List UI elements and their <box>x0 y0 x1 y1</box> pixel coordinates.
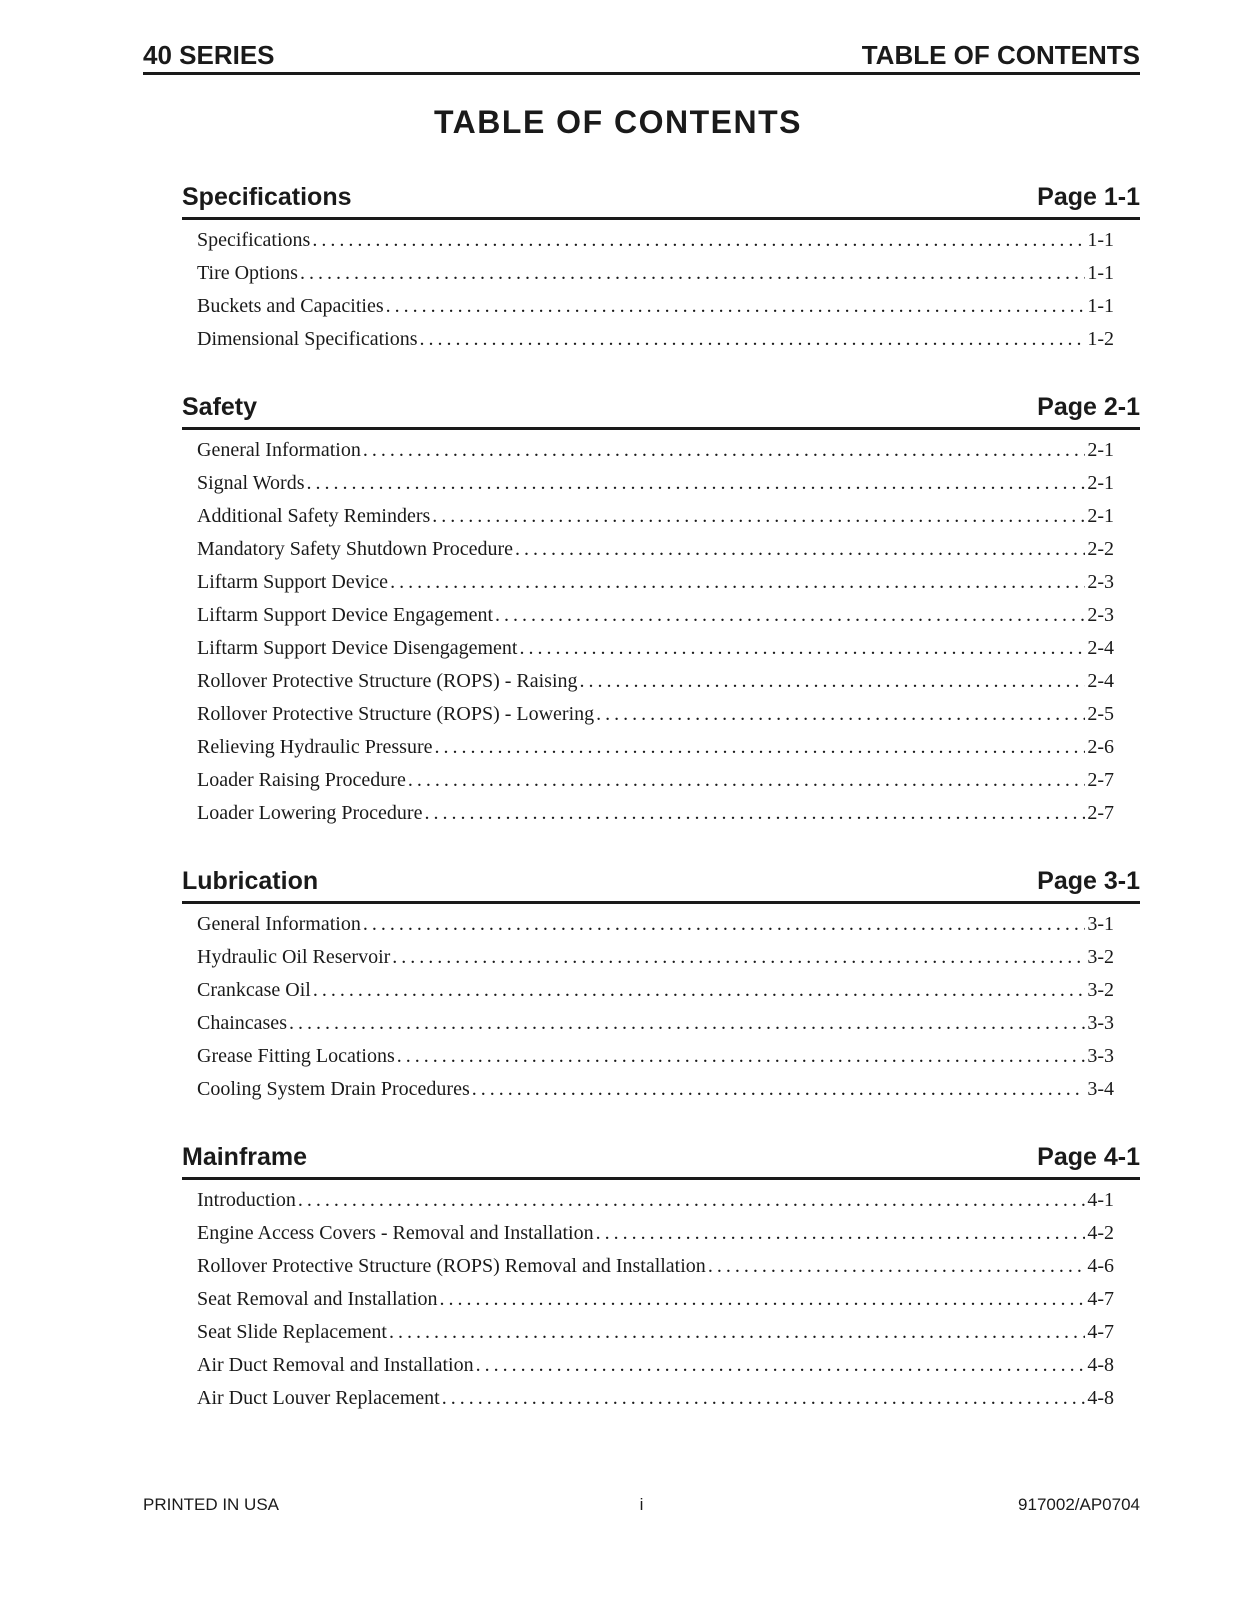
footer-page-number: i <box>639 1495 644 1514</box>
toc-entry-page: 2-3 <box>1087 571 1114 593</box>
toc-entry[interactable] <box>197 262 1114 295</box>
toc-entry-title: Liftarm Support Device Disengagement <box>197 637 518 659</box>
toc-entry-title: Loader Lowering Procedure <box>197 802 423 824</box>
toc-entry-title: Crankcase Oil <box>197 979 311 1001</box>
section-page: Page 1-1 <box>1037 183 1140 211</box>
section-safety <box>182 393 1140 835</box>
toc-entry-title: Grease Fitting Locations <box>197 1045 395 1067</box>
section-name: Specifications <box>182 183 352 211</box>
toc-entry[interactable] <box>197 229 1114 262</box>
series-label: 40 SERIES <box>143 40 275 70</box>
section-heading <box>182 1143 1140 1180</box>
leader-dots <box>432 505 1085 528</box>
toc-entry-title: Chaincases <box>197 1012 287 1034</box>
leader-dots <box>435 736 1086 759</box>
toc-entry-title: Engine Access Covers - Removal and Installation <box>197 1222 594 1244</box>
toc-entry[interactable] <box>197 670 1114 703</box>
leader-dots <box>300 262 1085 285</box>
toc-entry-title: Loader Raising Procedure <box>197 769 406 791</box>
toc-list <box>182 229 1140 361</box>
toc-entry-title: Additional Safety Reminders <box>197 505 431 527</box>
section-specifications <box>182 183 1140 361</box>
leader-dots <box>519 637 1085 660</box>
leader-dots <box>312 229 1085 252</box>
toc-entry-page: 2-7 <box>1087 769 1114 791</box>
toc-entry-title: Rollover Protective Structure (ROPS) - Lowering <box>197 703 595 725</box>
toc-entry[interactable] <box>197 802 1114 835</box>
toc-entry-title: Seat Slide Replacement <box>197 1321 387 1343</box>
leader-dots <box>596 1222 1086 1245</box>
section-mainframe <box>182 1143 1140 1420</box>
toc-entry-page: 3-4 <box>1087 1078 1114 1100</box>
leader-dots <box>580 670 1086 693</box>
footer-document-number: 917002/AP0704 <box>1018 1495 1140 1514</box>
toc-entry-page: 4-8 <box>1087 1354 1114 1376</box>
toc-entry-title: General Information <box>197 913 361 935</box>
section-name: Mainframe <box>182 1143 308 1171</box>
section-heading <box>182 867 1140 904</box>
toc-entry-page: 2-4 <box>1087 670 1114 692</box>
leader-dots <box>390 571 1085 594</box>
leader-dots <box>596 703 1085 726</box>
toc-entry-page: 2-6 <box>1087 736 1114 758</box>
leader-dots <box>386 295 1086 318</box>
toc-entry-title: Liftarm Support Device <box>197 571 389 593</box>
toc-entry-title: Hydraulic Oil Reservoir <box>197 946 391 968</box>
toc-entry[interactable] <box>197 328 1114 361</box>
toc-entry[interactable] <box>197 1078 1114 1111</box>
leader-dots <box>424 802 1085 825</box>
leader-dots <box>397 1045 1086 1068</box>
section-name: Lubrication <box>182 867 319 895</box>
page-footer <box>143 1495 1140 1519</box>
leader-dots <box>476 1354 1086 1377</box>
toc-entry-page: 2-3 <box>1087 604 1114 626</box>
leader-dots <box>515 538 1085 561</box>
toc-entry-page: 4-6 <box>1087 1255 1114 1277</box>
leader-dots <box>289 1012 1085 1035</box>
toc-entry-page: 1-1 <box>1087 262 1114 284</box>
toc-entry[interactable] <box>197 538 1114 571</box>
toc-entry-title: General Information <box>197 439 361 461</box>
toc-entry[interactable] <box>197 946 1114 979</box>
section-page: Page 4-1 <box>1037 1143 1140 1171</box>
leader-dots <box>472 1078 1086 1101</box>
footer-printed-in: PRINTED IN USA <box>143 1495 280 1514</box>
leader-dots <box>392 946 1085 969</box>
toc-entry[interactable] <box>197 1288 1114 1321</box>
section-name: Safety <box>182 393 258 421</box>
toc-entry-title: Dimensional Specifications <box>197 328 418 350</box>
toc-entry-page: 2-2 <box>1087 538 1114 560</box>
toc-entry[interactable] <box>197 769 1114 802</box>
toc-entry-title: Seat Removal and Installation <box>197 1288 438 1310</box>
toc-entry-page: 4-1 <box>1087 1189 1114 1211</box>
toc-entry[interactable] <box>197 979 1114 1012</box>
toc-entry-title: Buckets and Capacities <box>197 295 384 317</box>
toc-entry-title: Relieving Hydraulic Pressure <box>197 736 433 758</box>
toc-entry[interactable] <box>197 913 1114 946</box>
toc-entry[interactable] <box>197 604 1114 637</box>
toc-entry-page: 2-1 <box>1087 439 1114 461</box>
header-section-title: TABLE OF CONTENTS <box>861 40 1140 70</box>
toc-entry-page: 3-3 <box>1087 1012 1114 1034</box>
toc-entry-page: 4-7 <box>1087 1288 1114 1310</box>
section-heading <box>182 183 1140 220</box>
toc-entry-page: 3-3 <box>1087 1045 1114 1067</box>
toc-entry-title: Signal Words <box>197 472 305 494</box>
toc-entry-page: 2-1 <box>1087 505 1114 527</box>
toc-entry-title: Mandatory Safety Shutdown Procedure <box>197 538 514 560</box>
section-page: Page 2-1 <box>1037 393 1140 421</box>
toc-entry-title: Rollover Protective Structure (ROPS) - Raising <box>197 670 578 692</box>
leader-dots <box>708 1255 1086 1278</box>
page-header <box>143 38 1140 75</box>
toc-entry-title: Rollover Protective Structure (ROPS) Removal and Installation <box>197 1255 706 1277</box>
toc-entry-title: Air Duct Removal and Installation <box>197 1354 474 1376</box>
toc-entry-page: 2-1 <box>1087 472 1114 494</box>
section-page: Page 3-1 <box>1037 867 1140 895</box>
toc-entry[interactable] <box>197 1387 1114 1420</box>
page-title: TABLE OF CONTENTS <box>434 104 802 140</box>
toc-entry-page: 2-5 <box>1087 703 1114 725</box>
toc-entry[interactable] <box>197 1012 1114 1045</box>
leader-dots <box>389 1321 1085 1344</box>
toc-entry-title: Tire Options <box>197 262 298 284</box>
toc-entry-page: 4-7 <box>1087 1321 1114 1343</box>
toc-entry-page: 4-2 <box>1087 1222 1114 1244</box>
toc-entry-title: Specifications <box>197 229 311 251</box>
toc-entry[interactable] <box>197 736 1114 769</box>
toc-entry[interactable] <box>197 295 1114 328</box>
toc-entry[interactable] <box>197 637 1114 670</box>
section-lubrication <box>182 867 1140 1111</box>
toc-entry[interactable] <box>197 1045 1114 1078</box>
toc-entry-page: 2-4 <box>1087 637 1114 659</box>
toc-entry-page: 1-1 <box>1087 295 1114 317</box>
leader-dots <box>306 472 1085 495</box>
toc-entry-page: 3-2 <box>1087 979 1114 1001</box>
leader-dots <box>298 1189 1085 1212</box>
toc-entry-page: 3-1 <box>1087 913 1114 935</box>
toc-entry-page: 3-2 <box>1087 946 1114 968</box>
toc-entry[interactable] <box>197 1189 1114 1222</box>
toc-entry-title: Liftarm Support Device Engagement <box>197 604 494 626</box>
leader-dots <box>408 769 1086 792</box>
toc-list <box>182 1189 1140 1420</box>
leader-dots <box>313 979 1085 1002</box>
toc-entry[interactable] <box>197 505 1114 538</box>
leader-dots <box>363 439 1086 462</box>
toc-entry[interactable] <box>197 439 1114 472</box>
toc-entry-title: Air Duct Louver Replacement <box>197 1387 440 1409</box>
toc-entry-title: Introduction <box>197 1189 296 1211</box>
leader-dots <box>442 1387 1086 1410</box>
toc-entry[interactable] <box>197 1321 1114 1354</box>
section-heading <box>182 393 1140 430</box>
toc-entry[interactable] <box>197 703 1114 736</box>
toc-entry[interactable] <box>197 1255 1114 1288</box>
toc-entry[interactable] <box>197 472 1114 505</box>
toc-entry[interactable] <box>197 1354 1114 1387</box>
leader-dots <box>420 328 1086 351</box>
toc-list <box>182 913 1140 1111</box>
toc-entry-title: Cooling System Drain Procedures <box>197 1078 470 1100</box>
toc-entry-page: 4-8 <box>1087 1387 1114 1409</box>
toc-entry-page: 2-7 <box>1087 802 1114 824</box>
leader-dots <box>440 1288 1086 1311</box>
toc-entry[interactable] <box>197 1222 1114 1255</box>
leader-dots <box>363 913 1086 936</box>
toc-entry-page: 1-2 <box>1087 328 1114 350</box>
toc-entry-page: 1-1 <box>1087 229 1114 251</box>
leader-dots <box>495 604 1085 627</box>
toc-entry[interactable] <box>197 571 1114 604</box>
toc-list <box>182 439 1140 835</box>
